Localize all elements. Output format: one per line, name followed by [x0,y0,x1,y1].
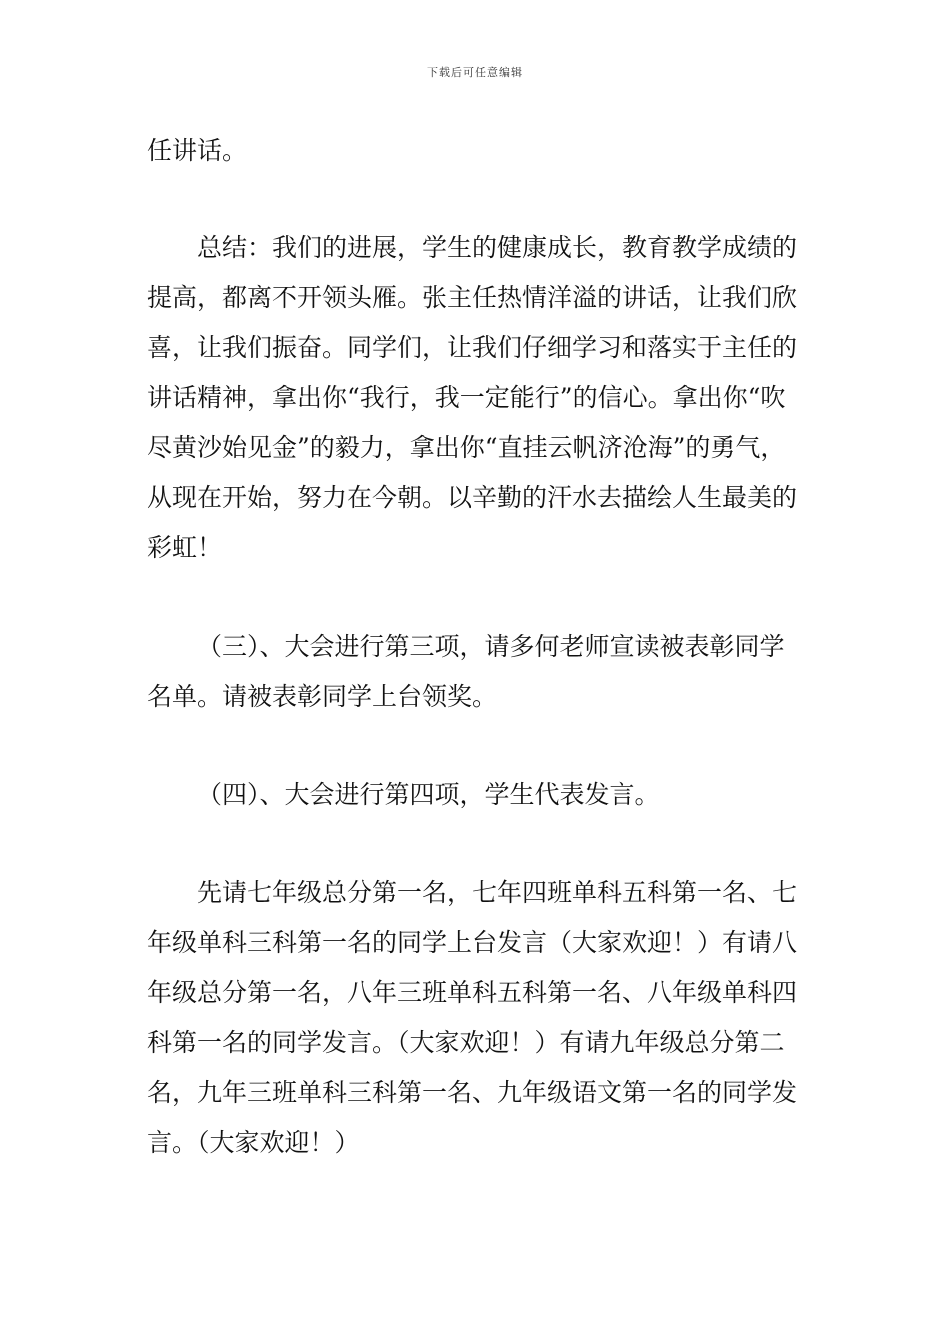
paragraph-summary: 总结：我们的进展，学生的健康成长，教育教学成绩的提高，都离不开领头雁。张主任热情洋溢的讲话，让我们欣喜，让我们振奋。同学们，让我们仔细学习和落实于主任的讲话精神，拿出你“我行，我一定能行”的信心。拿出你“吹尽黄沙始见金”的毅力，拿出你“直挂云帆济沧海”的勇气，从现在开始，努力在今朝。以辛勤的汗水去描绘人生最美的彩虹！ [147,233,798,562]
paragraph-continuation: 任讲话。 [147,136,248,165]
page-header: 下载后可任意编辑 [427,66,523,79]
paragraph-item-three: （三）、大会进行第三项，请多何老师宣读被表彰同学名单。请被表彰同学上台领奖。 [147,632,785,711]
paragraph-item-four: （四）、大会进行第四项，学生代表发言。 [197,780,660,809]
paragraph-student-speeches: 先请七年级总分第一名，七年四班单科五科第一名、七年级单科三科第一名的同学上台发言（大家欢迎！）有请八年级总分第一名，八年三班单科五科第一名、八年级单科四科第一名的同学发言。（大家欢迎！）有请九年级总分第二名，九年三班单科三科第一名、九年级语文第一名的同学发言。（大家欢迎！） [147,878,798,1157]
